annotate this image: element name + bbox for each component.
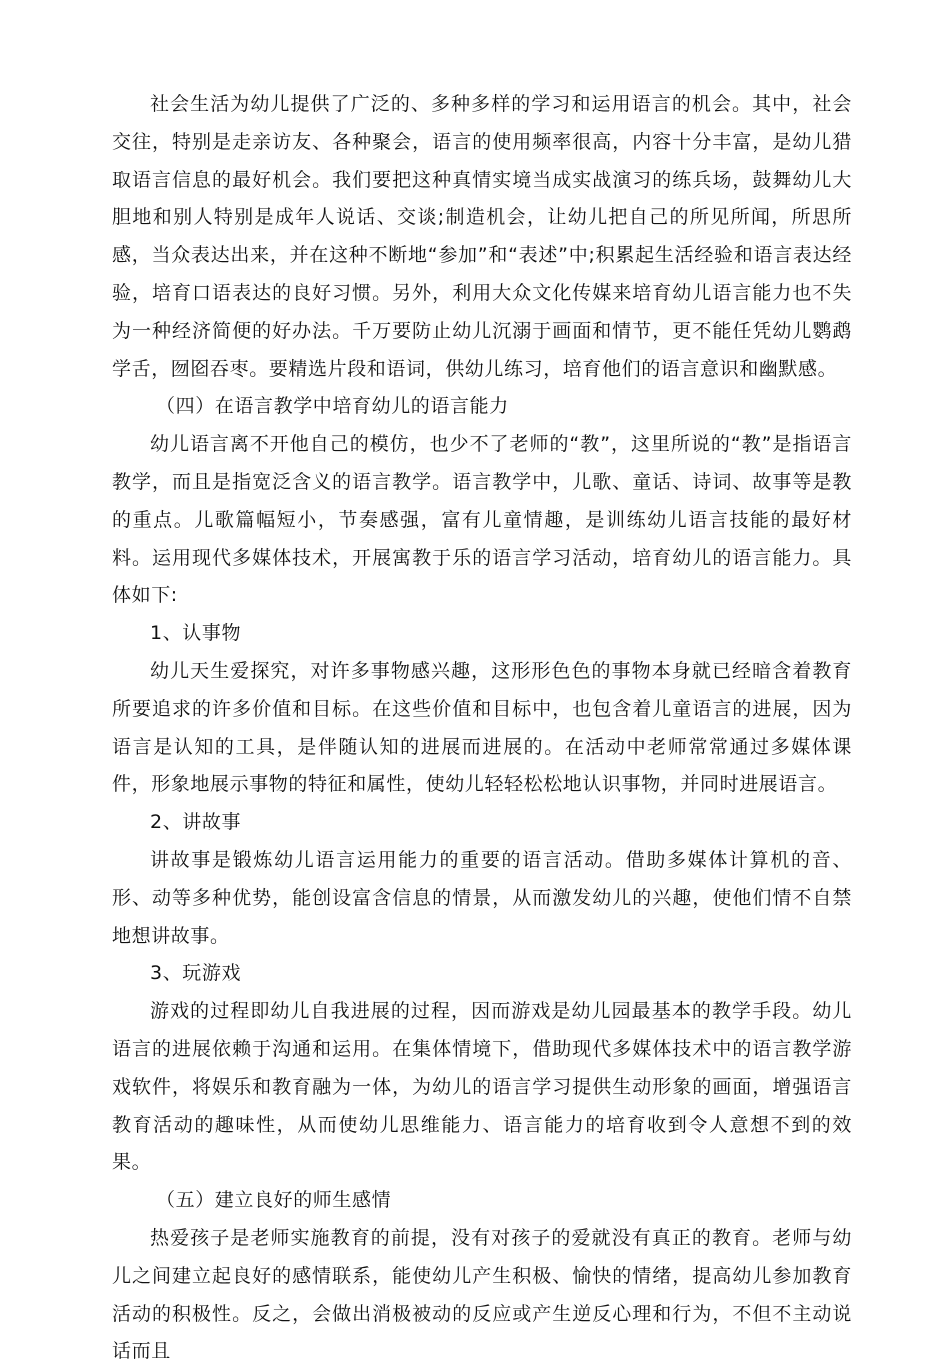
paragraph-games: 游戏的过程即幼儿自我进展的过程，因而游戏是幼儿园最基本的教学手段。幼儿语言的进展依赖于沟通和运用。在集体情境下，借助现代多媒体技术中的语言教学游戏软件，将娱乐和教育融为一体，为幼儿的语言学习提供生动形象的画面，增强语言教育活动的趣味性，从而使幼儿思维能力、语言能力的培育收到令人意想不到的效果。 (112, 1000, 852, 1174)
document-page (112, 86, 852, 1371)
subheading-2: 2、讲故事 (150, 811, 242, 834)
paragraph-teacher-relationship: 热爱孩子是老师实施教育的前提，没有对孩子的爱就没有真正的教育。老师与幼儿之间建立起良好的感情联系，能使幼儿产生积极、愉快的情绪，提高幼儿参加教育活动的积极性。反之，会做出消极被动的反应或产生逆反心理和行为，不但不主动说话而且 (112, 1226, 852, 1363)
subheading-1: 1、认事物 (150, 622, 242, 645)
section-heading-4: （四）在语言教学中培育幼儿的语言能力 (156, 395, 509, 418)
subheading-3: 3、玩游戏 (150, 962, 242, 985)
paragraph-social-life: 社会生活为幼儿提供了广泛的、多种多样的学习和运用语言的机会。其中，社会交往，特别是走亲访友、各种聚会，语言的使用频率很高，内容十分丰富，是幼儿猎取语言信息的最好机会。我们要把这种真情实境当成实战演习的练兵场，鼓舞幼儿大胆地和别人特别是成年人说话、交谈;制造机会，让幼儿把自己的所见所闻，所思所感，当众表达出来，并在这种不断地“参加”和“表述”中;积累起生活经验和语言表达经验，培育口语表达的良好习惯。另外，利用大众文化传媒来培育幼儿语言能力也不失为一种经济简便的好办法。千万要防止幼儿沉溺于画面和情节，更不能任凭幼儿鹦鹉学舌，囫囵吞枣。要精选片段和语词，供幼儿练习，培育他们的语言意识和幽默感。 (112, 93, 852, 380)
section-heading-5: （五）建立良好的师生感情 (156, 1189, 392, 1212)
paragraph-language-teaching: 幼儿语言离不开他自己的模仿，也少不了老师的“教”，这里所说的“教”是指语言教学，而且是指宽泛含义的语言教学。语言教学中，儿歌、童话、诗词、故事等是教的重点。儿歌篇幅短小，节奏感强，富有儿童情趣，是训练幼儿语言技能的最好材料。运用现代多媒体技术，开展寓教于乐的语言学习活动，培育幼儿的语言能力。具体如下: (112, 433, 852, 607)
paragraph-storytelling: 讲故事是锻炼幼儿语言运用能力的重要的语言活动。借助多媒体计算机的音、形、动等多种优势，能创设富含信息的情景，从而激发幼儿的兴趣，使他们情不自禁地想讲故事。 (112, 848, 852, 947)
paragraph-recognize-things: 幼儿天生爱探究，对许多事物感兴趣，这形形色色的事物本身就已经暗含着教育所要追求的许多价值和目标。在这些价值和目标中，也包含着儿童语言的进展，因为语言是认知的工具，是伴随认知的进展而进展的。在活动中老师常常通过多媒体课件，形象地展示事物的特征和属性，使幼儿轻轻松松地认识事物，并同时进展语言。 (112, 659, 852, 796)
